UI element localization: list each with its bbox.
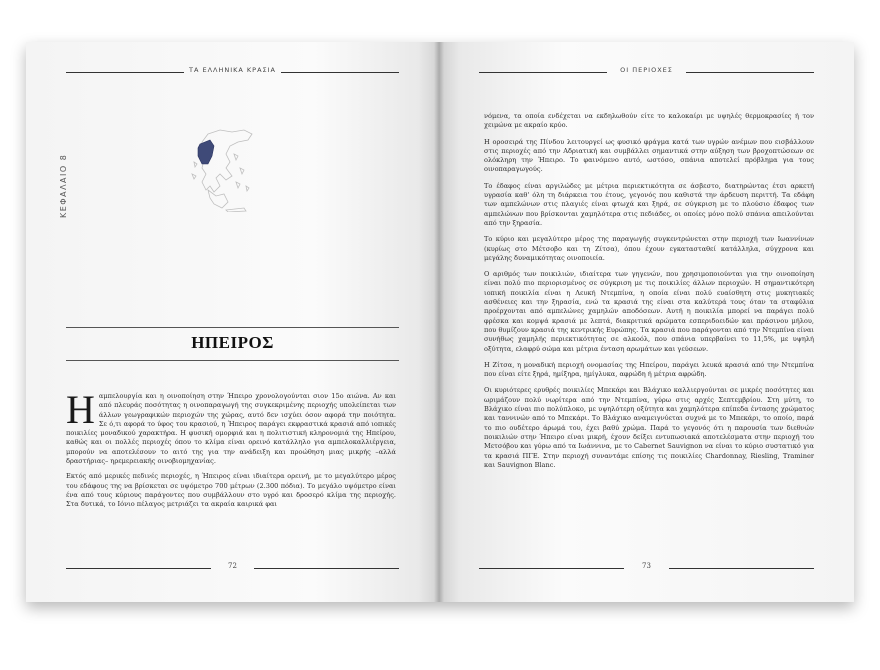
left-paragraph-1: [66, 387, 396, 466]
page-title: ΗΠΕΙΡΟΣ: [191, 333, 274, 352]
book-spread: [26, 42, 854, 602]
chapter-label-text: ΚΕΦΑΛΑΙΟ 8: [59, 153, 68, 218]
page-number-right: 73: [642, 562, 651, 570]
left-page: [26, 42, 439, 602]
epirus-region: [198, 140, 214, 164]
right-paragraph-1: νόμενα, τα οποία ενδέχεται να εκδηλωθούν είτε το καλοκαίρι με υψηλές θερμοκρασίες ή τον χειμώνα με ακραίο κρύο.: [484, 112, 814, 130]
right-paragraph-4: Το κύριο και μεγαλύτερο μέρος της παραγωγής συγκεντρώνεται στην περιοχή των Ιωαννίνων (κυρίως στο Μέτσοβο και τη Ζίτσα), όπου έχουν εγκατασταθεί κατάλληλα, σύγχρονα και μεγάλης δυναμικότητας οινοποιεία.: [484, 235, 814, 262]
title-rule-bottom: [66, 360, 399, 361]
left-paragraph-2: Εκτός από μερικές πεδινές περιοχές, η Ήπειρος είναι ιδιαίτερα ορεινή, με το μεγαλύτερο μέρος του εδάφους της να βρίσκεται σε υψόμετρο 700 μέτρων (2.300 πόδια). Το μεγάλο υψόμετρο είναι ένα από τους κύριους παράγοντες που συμβάλλουν στο υγρό και δροσερό κλίμα της περιοχής. Στα δυτικά, το Ιόνιο πέλαγος μετριάζει τα ακραία καιρικά φαι: [66, 472, 396, 509]
page-number-left: 72: [228, 562, 237, 570]
chapter-label: [59, 100, 73, 220]
right-page: [439, 42, 854, 602]
right-paragraph-7: Οι κυριότερες ερυθρές ποικιλίες Μπεκάρι και Βλάχικο καλλιεργούνται σε μικρές ποσότητες και ωριμάζουν πολύ νωρίτερα από την Ντεμπίνα, γύρω στις αρχές Σεπτεμβρίου. Στη μύτη, το Βλάχικο είναι πιο πολύπλοκο, με υψηλότερη οξύτητα και χαμηλότερα επίπεδα έντασης χρώματος και ταννινών από το Μπεκάρι. Το Βλάχικο αναμειγνύεται συχνά με το Μπεκάρι, το οποίο, παρά το πιο ουδέτερο άρωμά του, έχει βαθύ χρώμα. Παρά το γεγονός ότι η παρουσία των διεθνών ποικιλιών στην Ήπειρο είναι μικρή, έχουν δείξει εντυπωσιακά αποτελέσματα στην περιοχή του Μετσόβου και γύρω από τα Ιωάννινα, με το Cabernet Sauvignon να είναι το κύριο συστατικό για τα κρασιά ΠΓΕ. Στην περιοχή συναντάμε επίσης τις ποικιλίες Chardonnay, Riesling, Traminer και Sauvignon Blanc.: [484, 386, 814, 469]
left-paragraph-1-text: αμπελουργία και η οινοποίηση στην Ήπειρο χρονολογούνται σιον 15ο αιώνα. Αν και από πλευράς ποσότητας η οινοπαραγωγή της συγκεκριμένης περιοχής υπολείπεται των άλλων γεωγραφικών περιοχών της χώρας, αυτό δεν ισχύει όσον αφορά την ποιότητα. Σε ό,τι αφορά το ύφος του κρασιού, η Ήπειρος παράγει εκφραστικά κρασιά από ιοπικές ποικιλίες μοναδικού χαρακτήρα. Η φυσική ομορφιά και η πολιτιστική κληρονομιά της Ηπείρου, καθώς και οι πολλές περιοχές όπου το κλίμα είναι ορεινό κατάλληλο για αμπελοκαλλιέργεια, μπορούν να αποτελέσουν το αιτό της για την ανάδειξη και προώθηση μιας μικρής –αλλά δραστήριας– ηρεμερειακής οινοβιομηχανίας.: [66, 392, 396, 466]
title-block: [66, 327, 399, 361]
left-running-head: [66, 66, 399, 80]
left-footer: [66, 562, 399, 576]
running-head-rule-right: [686, 72, 814, 73]
right-paragraph-6: Η Ζίτσα, η μοναδική περιοχή ονομασίας της Ηπείρου, παράγει λευκά κρασιά από την Ντεμπίνα που είναι είτε ξηρά, ημίξηρα, ημίγλυκα, αφρώδη ή μέτρια αφρώδη.: [484, 360, 814, 379]
book-spine-shadow: [434, 42, 444, 602]
right-running-head: [479, 66, 814, 80]
left-body-text: [66, 387, 396, 516]
running-head-text: ΟΙ ΠΕΡΙΟΧΕΣ: [620, 66, 673, 74]
drop-cap: Η: [66, 387, 95, 432]
greece-map-icon: [186, 124, 256, 212]
footer-rule-right: [254, 568, 399, 569]
right-footer: [479, 562, 814, 576]
right-paragraph-5: Ο αριθμός των ποικιλιών, ιδιαίτερα των γηγενών, που χρησιμοποιούνται για την οινοποίηση είναι πολύ πιο περιορισμένος σε σύγκριση με τις ποικιλίες άλλων περιοχών. Η σημαντικότερη ιοπική ποικιλία είναι η Λευκή Ντεμπίνα, η οποία είναι πολύ ευαίσθητη στις μυκητιακές ασθένειες και την ξηρασία, ενώ τα κρασιά της είναι στα καλύτερά τους όταν τα σταφύλια προέρχονται από αμπελώνες χαμηλών αποδόσεων. Αυτή η ποικιλία μπορεί να παράγει πολύ φρέσκα και κομψά κρασιά με λεπτά, διακριτικά αρώματα εσπεριδοειδών και πράσινου μήλου, που θυμίζουν κρασιά της κεντρικής Ευρώπης. Τα κρασιά που παράγονται από την Ντεμπίνα είναι συνήθως χαμηλής περιεκτικότητας σε αλκοόλ, που σπάνια υπερβαίνει το 11,5%, με υψηλή οξύτητα, ελαφρύ σώμα και μέτρια ένταση αρωμάτων και γεύσεων.: [484, 270, 814, 353]
title-rule-top: [66, 327, 399, 328]
right-body-text: [484, 112, 814, 477]
running-head-rule-right: [281, 72, 399, 73]
right-paragraph-3: Το έδαφος είναι αργιλώδες με μέτρια περιεκτικότητα σε άσβεστο, διατηρώντας έτσι αρκετή υγρασία καθ' όλη τη διάρκεια του έτους, γεγονός που καθιστά την άρδευση περιττή. Τα εδάφη των αμπελώνων στις πλαγιές είναι φτωχά και ξηρά, σε σύγκριση με το πλούσιο έδαφος των αμπελώνων που βρίσκονται χαμηλότερα στις πεδιάδες, οι οποίες μόνο πολύ σπάνια απειλούνται από την ξηρασία.: [484, 181, 814, 227]
footer-rule-right: [669, 568, 814, 569]
right-paragraph-2: Η οροσειρά της Πίνδου λειτουργεί ως φυσικό φράγμα κατά των υγρών ανέμων που εισβάλλουν στις περιοχές από την Αδριατική και συμβάλλει σημαντικά στην αύξηση των βροχοπτώσεων σε ολόκληρη την Ήπειρο. Το φαινόμενο αυτό, ωστόσο, σπάνια αποτελεί πρόβλημα για τους οινοπαραγωγούς.: [484, 137, 814, 174]
running-head-text: ΤΑ ΕΛΛΗΝΙΚΑ ΚΡΑΣΙΑ: [188, 66, 277, 74]
